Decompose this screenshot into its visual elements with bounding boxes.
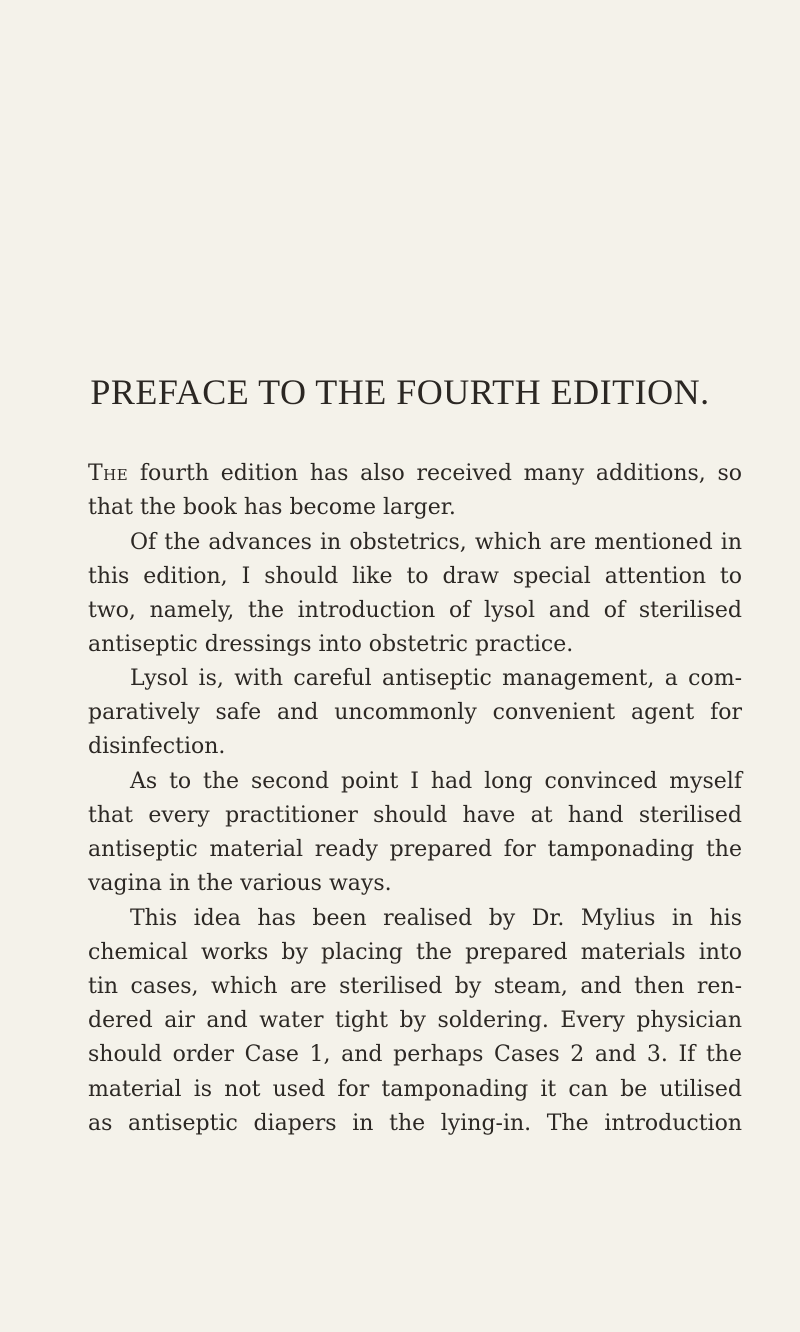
text-line: dered air and water tight by soldering. Every physician [88, 1008, 742, 1033]
line-text: fourth edition has also received many additions, so [128, 461, 742, 486]
text-line: As to the second point I had long convinced myself [130, 769, 742, 794]
text-line: chemical works by placing the prepared materials into [88, 940, 742, 965]
text-line: vagina in the various ways. [88, 871, 392, 896]
text-line: paratively safe and uncommonly convenient agent for [88, 700, 742, 725]
text-line: this edition, I should like to draw special attention to [88, 564, 742, 589]
body-text [0, 440, 800, 1332]
text-line: material is not used for tamponading it can be utilised [88, 1077, 742, 1102]
text-line: disinfection. [88, 734, 226, 759]
text-line: as antiseptic diapers in the lying-in. The introduction [88, 1111, 742, 1136]
text-line [88, 460, 742, 488]
text-line: Of the advances in obstetrics, which are mentioned in [130, 530, 742, 555]
drop-word: The [88, 461, 129, 486]
text-line: This idea has been realised by Dr. Mylius in his [130, 906, 742, 931]
text-line: should order Case 1, and perhaps Cases 2 and 3. If the [88, 1042, 742, 1067]
text-line: antiseptic dressings into obstetric practice. [88, 632, 574, 657]
text-line: that every practitioner should have at hand sterilised [88, 803, 742, 828]
text-line: antiseptic material ready prepared for tamponading the [88, 837, 742, 862]
text-line: tin cases, which are sterilised by steam, and then ren- [88, 974, 742, 999]
text-line: two, namely, the introduction of lysol and of sterilised [88, 598, 742, 623]
page-title: PREFACE TO THE FOURTH EDITION. [90, 372, 710, 412]
text-line: Lysol is, with careful antiseptic management, a com- [130, 666, 742, 691]
text-line: that the book has become larger. [88, 495, 456, 520]
